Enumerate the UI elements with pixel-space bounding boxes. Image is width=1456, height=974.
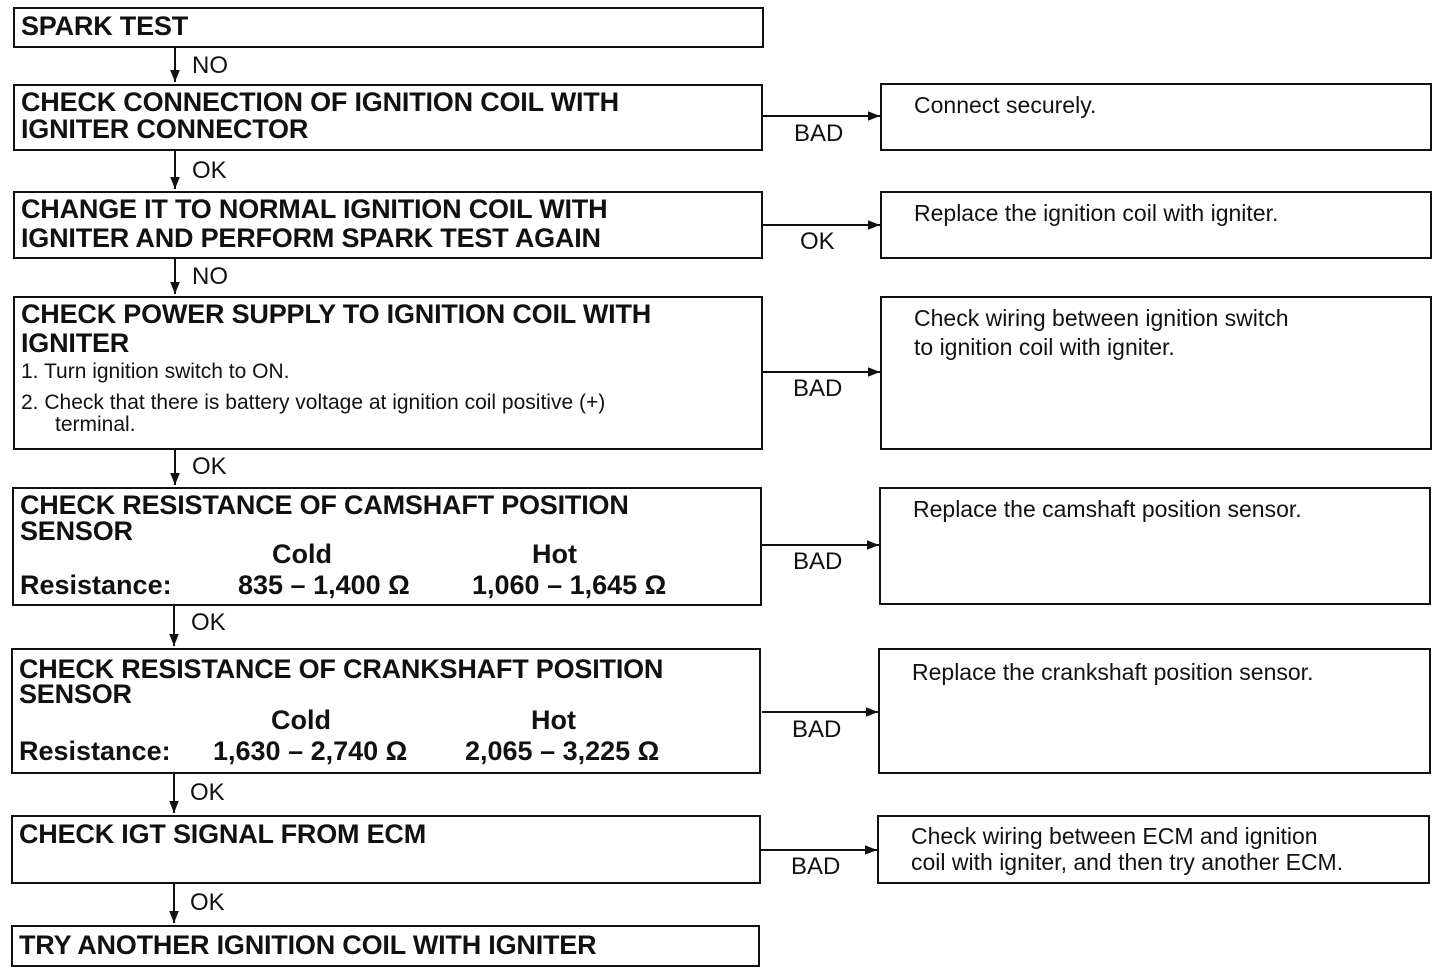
power-supply-title-line1: CHECK POWER SUPPLY TO IGNITION COIL WITH (21, 299, 652, 329)
crankshaft-cold-header: Cold (271, 705, 331, 735)
check-wiring-ecm-line1: Check wiring between ECM and ignition (911, 823, 1318, 849)
crankshaft-hot-header: Hot (531, 705, 576, 735)
check-wiring-switch-line1: Check wiring between ignition switch (914, 305, 1289, 331)
change-coil-title-line2: IGNITER AND PERFORM SPARK TEST AGAIN (21, 223, 601, 253)
camshaft-title-line2: SENSOR (20, 516, 133, 546)
label-no-after-change: NO (192, 263, 228, 290)
spark-test-box (13, 7, 764, 48)
replace-coil-box (880, 191, 1432, 259)
label-bad-camshaft: BAD (793, 548, 843, 575)
power-supply-box (13, 296, 763, 450)
connect-securely-text: Connect securely. (914, 92, 1097, 118)
check-wiring-ecm-line2: coil with igniter, and then try another ECM. (911, 849, 1344, 875)
camshaft-cold-value: 835 – 1,400 Ω (238, 570, 410, 600)
connect-securely-box (880, 83, 1432, 151)
label-ok-after-connection: OK (192, 157, 227, 184)
replace-camshaft-box (879, 487, 1431, 605)
label-ok-after-crankshaft: OK (190, 779, 225, 806)
camshaft-cold-header: Cold (272, 539, 332, 569)
change-coil-box (13, 191, 763, 259)
check-wiring-switch-box (880, 296, 1432, 450)
label-ok-after-igt: OK (190, 889, 225, 916)
check-wiring-ecm-box (877, 815, 1430, 884)
crankshaft-box (11, 648, 761, 774)
label-ok-change: OK (800, 228, 835, 255)
camshaft-box (12, 487, 762, 606)
igt-signal-title: CHECK IGT SIGNAL FROM ECM (19, 819, 427, 849)
camshaft-title-line1: CHECK RESISTANCE OF CAMSHAFT POSITION (20, 490, 629, 520)
label-bad-power: BAD (793, 375, 843, 402)
replace-coil-text: Replace the ignition coil with igniter. (914, 200, 1279, 226)
camshaft-hot-value: 1,060 – 1,645 Ω (472, 570, 667, 600)
replace-crankshaft-text: Replace the crankshaft position sensor. (912, 659, 1314, 685)
label-ok-after-power: OK (192, 453, 227, 480)
crankshaft-title-line2: SENSOR (19, 679, 132, 709)
crankshaft-hot-value: 2,065 – 3,225 Ω (465, 736, 660, 766)
try-another-box (11, 925, 760, 967)
crankshaft-resistance-label: Resistance: (19, 736, 171, 766)
camshaft-hot-header: Hot (532, 539, 577, 569)
label-no-after-spark: NO (192, 52, 228, 79)
spark-test-title: SPARK TEST (21, 11, 189, 41)
label-bad-crankshaft: BAD (792, 716, 842, 743)
power-supply-title-line2: IGNITER (21, 328, 130, 358)
replace-crankshaft-box (878, 648, 1431, 774)
change-coil-title-line1: CHANGE IT TO NORMAL IGNITION COIL WITH (21, 194, 608, 224)
crankshaft-cold-value: 1,630 – 2,740 Ω (213, 736, 408, 766)
label-bad-igt: BAD (791, 853, 841, 880)
check-wiring-switch-line2: to ignition coil with igniter. (914, 334, 1175, 360)
igt-signal-box (11, 815, 761, 884)
power-supply-step-2: 2. Check that there is battery voltage at ignition coil positive (+) (21, 391, 606, 414)
crankshaft-title-line1: CHECK RESISTANCE OF CRANKSHAFT POSITION (19, 654, 664, 684)
check-connection-title-line1: CHECK CONNECTION OF IGNITION COIL WITH (21, 87, 619, 117)
try-another-title: TRY ANOTHER IGNITION COIL WITH IGNITER (19, 930, 597, 960)
check-connection-title-line2: IGNITER CONNECTOR (21, 114, 309, 144)
camshaft-resistance-label: Resistance: (20, 570, 172, 600)
label-bad-connection: BAD (794, 120, 844, 147)
power-supply-step-1: 1. Turn ignition switch to ON. (21, 360, 290, 383)
check-connection-box (13, 84, 763, 151)
power-supply-step-2-cont: terminal. (55, 413, 136, 436)
label-ok-after-camshaft: OK (191, 609, 226, 636)
replace-camshaft-text: Replace the camshaft position sensor. (913, 496, 1302, 522)
